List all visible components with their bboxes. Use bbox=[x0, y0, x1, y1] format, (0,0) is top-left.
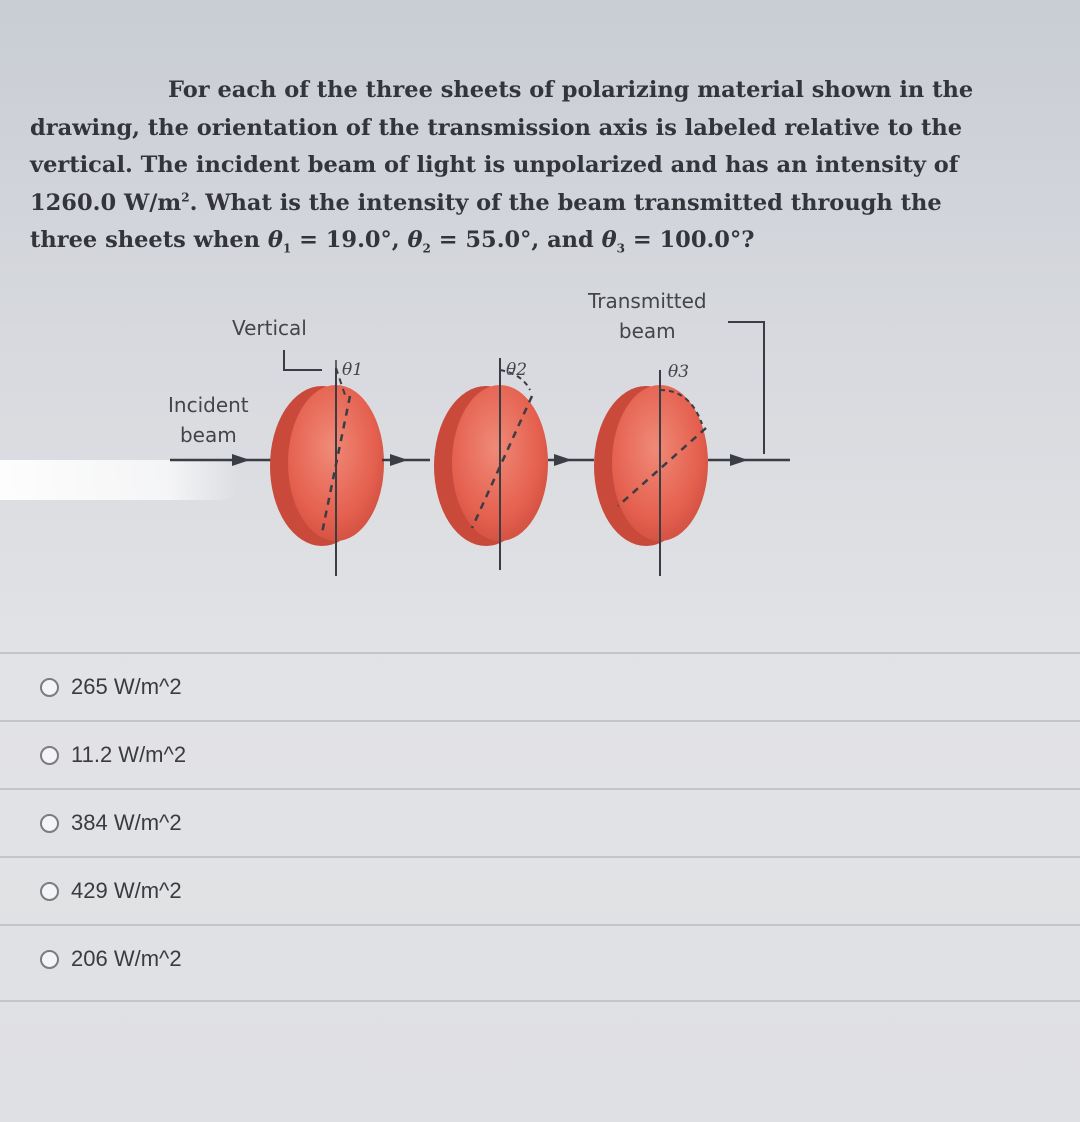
polarizer-sheet-1 bbox=[270, 360, 384, 576]
question-line-3: vertical. The incident beam of light is unpolarized and has an intensity of bbox=[30, 152, 959, 178]
question-line-4-rest: . What is the intensity of the beam transmitted through the bbox=[189, 189, 942, 216]
answer-option-label: 11.2 W/m^2 bbox=[71, 742, 187, 767]
incident-label-line-1: Incident bbox=[168, 393, 249, 417]
theta-subscript-1: 1 bbox=[282, 241, 292, 256]
intensity-exponent: 2 bbox=[181, 190, 190, 204]
theta3-label: θ3 bbox=[668, 362, 690, 382]
theta-symbol-2: θ bbox=[407, 227, 423, 253]
answer-option-label: 265 W/m^2 bbox=[71, 674, 182, 699]
radio-button-icon[interactable] bbox=[40, 882, 59, 901]
divider bbox=[0, 1000, 1080, 1002]
answer-option-5[interactable] bbox=[0, 924, 1080, 992]
theta2-value: = 55.0°, and bbox=[430, 227, 602, 253]
theta-symbol-1: θ bbox=[267, 227, 283, 253]
incident-beam-arrow bbox=[232, 454, 250, 466]
question-line-4 bbox=[30, 185, 970, 223]
answer-option-label: 384 W/m^2 bbox=[71, 810, 182, 835]
question-line-1: For each of the three sheets of polarizing material shown in the bbox=[168, 77, 974, 103]
theta-symbol-3: θ bbox=[601, 227, 617, 253]
question-text bbox=[30, 72, 974, 260]
theta2-label: θ2 bbox=[506, 360, 528, 380]
theta1-label: θ1 bbox=[342, 360, 364, 380]
answer-option-2[interactable] bbox=[0, 720, 1080, 788]
vertical-label: Vertical bbox=[232, 316, 307, 340]
transmitted-label-line-2: beam bbox=[618, 319, 676, 343]
answer-option-3[interactable] bbox=[0, 788, 1080, 856]
question-line-5 bbox=[30, 222, 970, 260]
radio-button-icon[interactable] bbox=[40, 678, 59, 697]
question-line-5-start: three sheets when bbox=[30, 227, 268, 253]
radio-button-icon[interactable] bbox=[40, 814, 59, 833]
intensity-value: 1260.0 W/m bbox=[30, 189, 182, 216]
answer-options bbox=[0, 652, 1080, 1002]
theta-subscript-3: 3 bbox=[616, 241, 625, 256]
polarizer-sheet-3 bbox=[594, 370, 708, 576]
answer-option-1[interactable] bbox=[0, 652, 1080, 720]
incident-beam-label bbox=[168, 390, 249, 450]
answer-option-label: 206 W/m^2 bbox=[71, 946, 182, 971]
polarizer-sheet-2 bbox=[434, 358, 548, 570]
theta3-value: = 100.0°? bbox=[624, 227, 755, 253]
question-line-2: drawing, the orientation of the transmission axis is labeled relative to the bbox=[30, 114, 963, 141]
answer-option-label: 429 W/m^2 bbox=[71, 878, 182, 903]
radio-button-icon[interactable] bbox=[40, 950, 59, 969]
polarizer-diagram bbox=[150, 278, 800, 588]
incident-label-line-2: beam bbox=[179, 423, 237, 447]
transmitted-label-line-1: Transmitted bbox=[588, 289, 707, 313]
answer-option-4[interactable] bbox=[0, 856, 1080, 924]
radio-button-icon[interactable] bbox=[40, 746, 59, 765]
theta-subscript-2: 2 bbox=[422, 241, 431, 256]
transmitted-beam-label bbox=[588, 286, 707, 346]
theta1-value: = 19.0°, bbox=[291, 227, 408, 253]
